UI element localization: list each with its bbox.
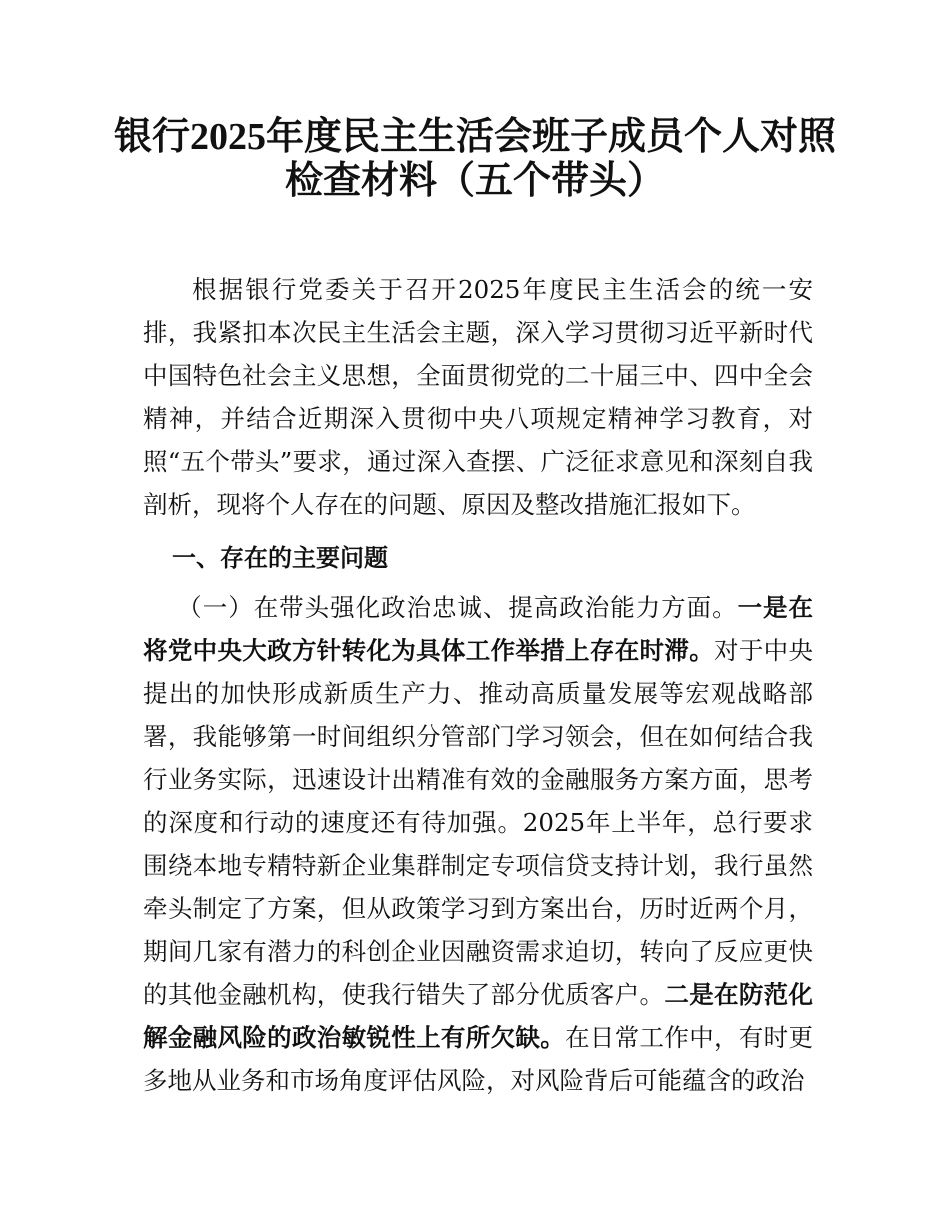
point-1-text: 对于中央提出的加快形成新质生产力、推动高质量发展等宏观战略部署，我能够第一时间组织分管部门学习领会，但在如何结合我行业务实际，迅速设计出精准有效的金融服务方案方面，思考的深度和行动的速度还有待加强。2025年上半年，总行要求围绕本地专精特新企业集群制定专项信贷支持计划，我行虽然牵头制定了方案，但从政策学习到方案出台，历时近两个月，期间几家有潜力的科创企业因融资需求迫切，转向了反应更快的其他金融机构，使我行错失了部分优质客户。 (143, 636, 814, 1009)
point-2-heading: 二是在防范化解金融风险的政治敏锐性上有所欠缺。 (143, 980, 814, 1052)
point-1-heading: 一是在将党中央大政方针转化为具体工作举措上存在时滞。 (143, 593, 814, 665)
subsection-paragraph (143, 586, 813, 1102)
section-heading-problems: 一、存在的主要问题 (172, 544, 388, 572)
intro-paragraph: 根据银行党委关于召开2025年度民主生活会的统一安排，我紧扣本次民主生活会主题，深入学习贯彻习近平新时代中国特色社会主义思想，全面贯彻党的二十届三中、四中全会精神，并结合近期深入贯彻中央八项规定精神学习教育，对照“五个带头”要求，通过深入查摆、广泛征求意见和深刻自我剖析，现将个人存在的问题、原因及整改措施汇报如下。 (143, 275, 813, 519)
document-title-line-2: 检查材料（五个带头） (284, 160, 665, 202)
subsection-lead: （一）在带头强化政治忠诚、提高政治能力方面。 (177, 593, 738, 622)
point-2-text: 在日常工作中，有时更多地从业务和市场角度评估风险，对风险背后可能蕴含的政治 (143, 1023, 814, 1095)
document-title-line-1: 银行2025年度民主生活会班子成员个人对照 (113, 116, 836, 158)
